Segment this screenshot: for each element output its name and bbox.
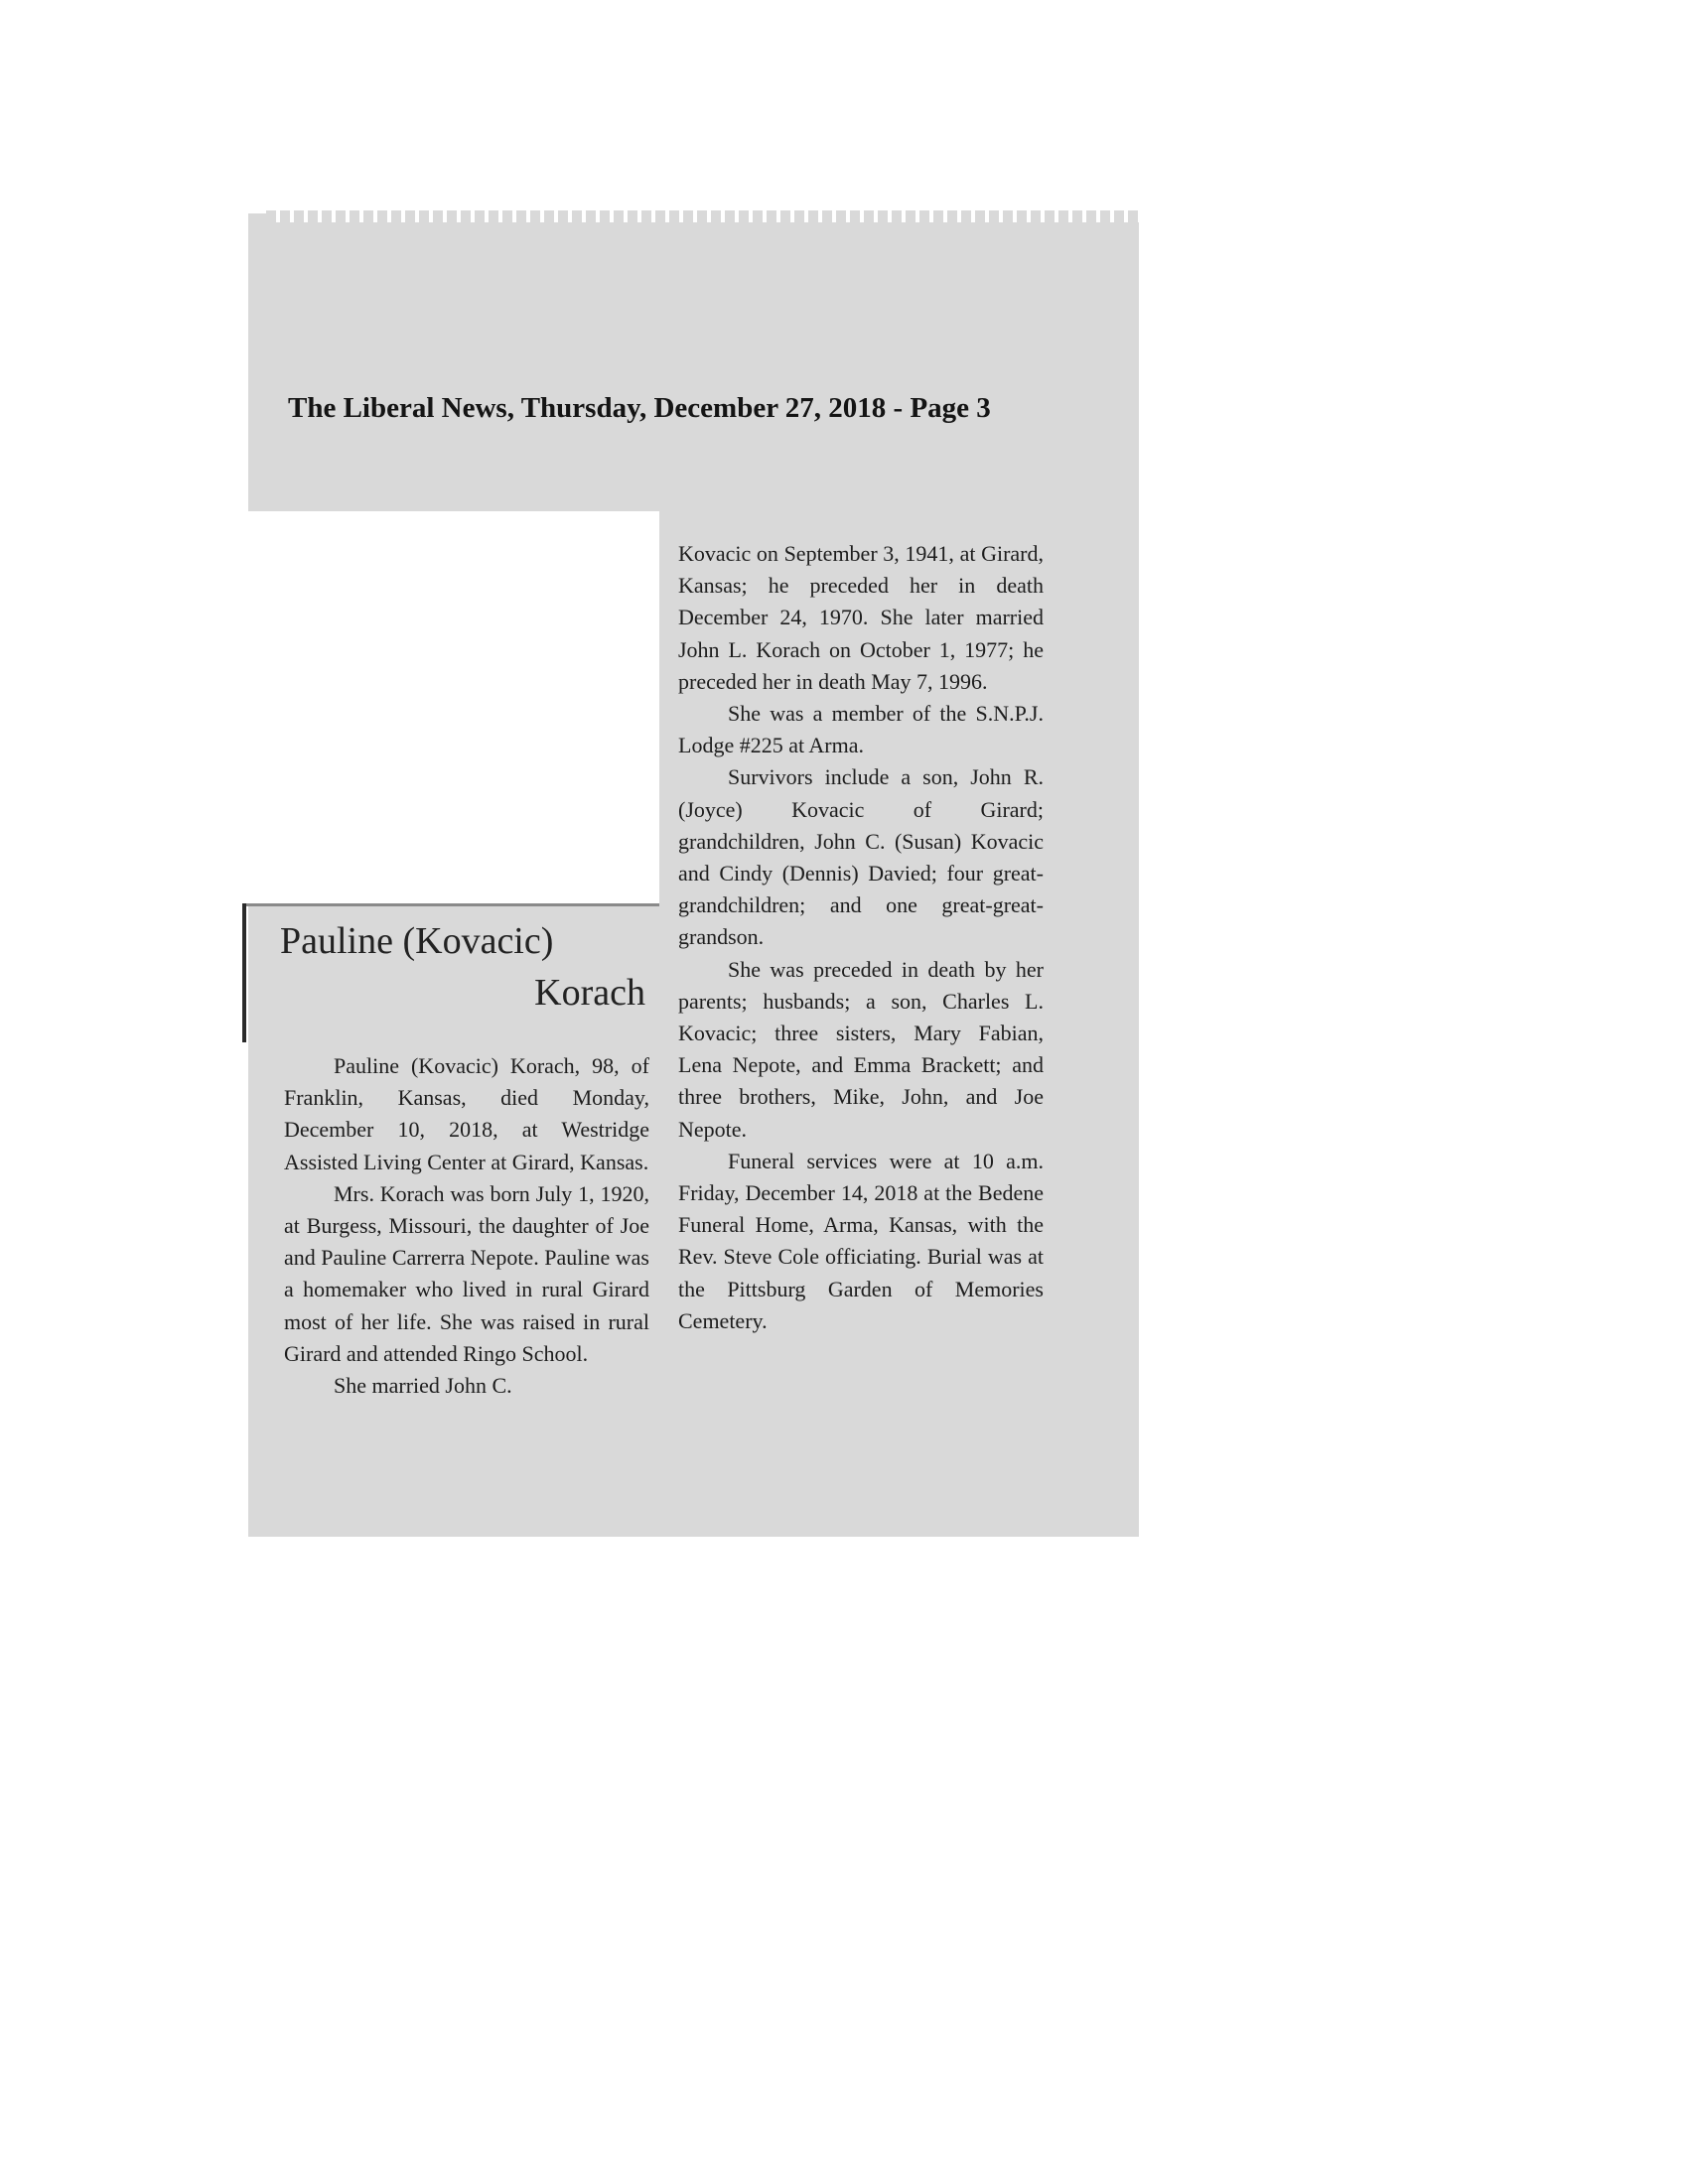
paragraph: Survivors include a son, John R. (Joyce) Kovacic of Girard; grandchildren, John C. (Susan) Kovacic and Cindy (Dennis) Davied; four great-grandchildren; and one great-great-grandson. (678, 764, 1044, 950)
headline-rule-top (246, 903, 659, 906)
paragraph: Mrs. Korach was born July 1, 1920, at Burgess, Missouri, the daughter of Joe and Pauline Carrerra Nepote. Pauline was a homemaker who lived in rural Girard most of her life. She was raised in rural Girard and attended Ringo School. (284, 1180, 649, 1366)
paragraph: Pauline (Kovacic) Korach, 98, of Franklin, Kansas, died Monday, December 10, 2018, at Westridge Assisted Living Center at Girard, Kansas. (284, 1053, 649, 1174)
paragraph: She was preceded in death by her parents; husbands; a son, Charles L. Kovacic; three sisters, Mary Fabian, Lena Nepote, and Emma Brackett; and three brothers, Mike, John, and Joe Nepote. (678, 956, 1044, 1142)
obituary-left-column (284, 1050, 649, 1402)
paragraph: She was a member of the S.N.P.J. Lodge #225 at Arma. (678, 701, 1044, 758)
paragraph: Funeral services were at 10 a.m. Friday, December 14, 2018 at the Bedene Funeral Home, Arma, Kansas, with the Rev. Steve Cole officiating. Burial was at the Pittsburg Garden of Memories Cemetery. (678, 1148, 1044, 1333)
obituary-right-column (678, 538, 1044, 1337)
cutout-area (243, 511, 659, 903)
headline-rule-left (242, 903, 246, 1042)
masthead: The Liberal News, Thursday, December 27, 2018 - Page 3 (288, 392, 991, 424)
clipping-paper-top (248, 213, 1139, 521)
headline-line-2: Korach (534, 972, 645, 1014)
serrated-edge (266, 210, 1139, 222)
obituary-headline (280, 915, 645, 1019)
paragraph: She married John C. (334, 1373, 512, 1399)
headline-line-1: Pauline (Kovacic) (280, 920, 554, 962)
paragraph: Kovacic on September 3, 1941, at Girard, Kansas; he preceded her in death December 24, 1970. She later married John L. Korach on October 1, 1977; he preceded her in death May 7, 1996. (678, 541, 1044, 694)
